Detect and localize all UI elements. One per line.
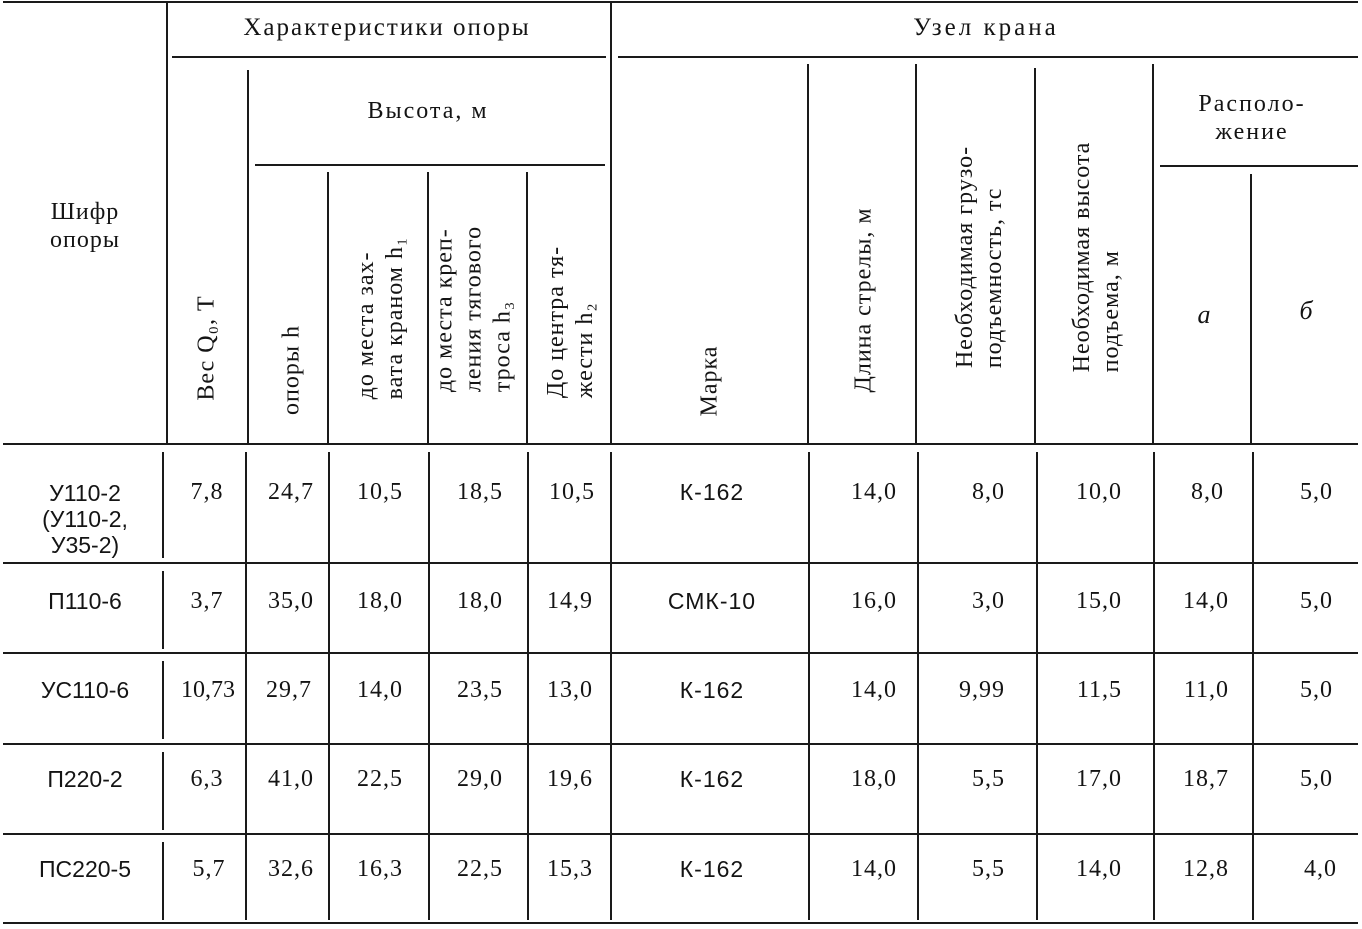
vrule: [1153, 452, 1155, 920]
vrule: [247, 70, 249, 443]
cell-a: 14,0: [1183, 588, 1229, 614]
header-lift: Необходимая высота подъема, м: [1069, 141, 1124, 373]
cell-capacity: 5,5: [972, 766, 1005, 792]
cell-h3: 22,5: [457, 856, 503, 882]
vrule: [162, 661, 164, 739]
vrule: [1252, 452, 1254, 920]
cell-h2: 10,5: [549, 479, 595, 505]
cell-capacity: 9,99: [959, 677, 1005, 703]
cell-lift: 10,0: [1076, 479, 1122, 505]
header-h: опоры h: [278, 325, 305, 415]
cell-lift: 15,0: [1076, 588, 1122, 614]
cell-h2: 13,0: [547, 677, 593, 703]
header-h1: до места зах- вата краном h₁: [353, 236, 408, 400]
cell-brand: СМК-10: [667, 588, 757, 614]
header-height-group: Высота, м: [367, 98, 489, 124]
cell-code: П110-6: [48, 588, 122, 614]
group-header-support: Характеристики опоры: [243, 14, 531, 41]
cell-brand: К-162: [679, 479, 745, 505]
header-placement: Располо- жение: [1198, 91, 1306, 145]
cell-h1: 10,5: [357, 479, 403, 505]
vrule: [428, 452, 430, 920]
cell-brand: К-162: [679, 856, 745, 882]
vrule: [610, 452, 612, 920]
cell-a: 11,0: [1183, 677, 1229, 703]
cell-weight: 10,73: [181, 677, 235, 703]
header-h2: До центра тя- жести h₂: [543, 245, 598, 399]
header-h3: до места креп- ления тягового троса h₃: [431, 225, 516, 393]
cell-h3: 23,5: [457, 677, 503, 703]
cell-a: 12,8: [1183, 856, 1229, 882]
vrule: [327, 172, 329, 443]
rule-bottom: [3, 922, 1358, 924]
cell-b: 5,0: [1300, 479, 1333, 505]
cell-boom: 14,0: [851, 856, 897, 882]
vrule: [162, 452, 164, 558]
cell-h: 32,6: [268, 856, 314, 882]
cell-a: 8,0: [1191, 479, 1224, 505]
header-brand: Марка: [696, 345, 723, 417]
vrule: [1034, 68, 1036, 443]
cell-capacity: 8,0: [972, 479, 1005, 505]
vrule: [527, 452, 529, 920]
cell-b: 5,0: [1300, 677, 1333, 703]
vrule: [1152, 64, 1154, 443]
cell-h3: 18,0: [457, 588, 503, 614]
vrule: [610, 3, 612, 443]
cell-h1: 18,0: [357, 588, 403, 614]
vrule: [807, 64, 809, 443]
vrule: [1250, 174, 1252, 443]
rule-top: [3, 1, 1358, 3]
rule-crane-subheader: [618, 56, 1358, 58]
cell-h2: 15,3: [547, 856, 593, 882]
cell-lift: 11,5: [1076, 677, 1122, 703]
vrule: [1036, 452, 1038, 920]
cell-h3: 18,5: [457, 479, 503, 505]
vrule: [162, 571, 164, 649]
cell-code: П220-2: [47, 766, 123, 792]
cell-b: 4,0: [1304, 856, 1337, 882]
cell-weight: 7,8: [190, 479, 224, 505]
cell-boom: 14,0: [851, 677, 897, 703]
cell-h1: 22,5: [357, 766, 403, 792]
vrule: [162, 842, 164, 920]
cell-capacity: 5,5: [972, 856, 1005, 882]
cell-h2: 14,9: [547, 588, 593, 614]
cell-a: 18,7: [1183, 766, 1229, 792]
header-b: б: [1299, 296, 1313, 325]
rule-placement-subheader: [1160, 165, 1358, 167]
cell-weight: 3,7: [190, 588, 224, 614]
header-weight: Вес Q₀, Т: [193, 295, 220, 401]
rule-height-subheader: [255, 164, 605, 166]
vrule: [808, 452, 810, 920]
cell-boom: 18,0: [851, 766, 897, 792]
vrule: [328, 452, 330, 920]
cell-b: 5,0: [1300, 588, 1333, 614]
vrule: [162, 752, 164, 830]
header-boom: Длина стрелы, м: [850, 207, 877, 393]
cell-code: УС110-6: [40, 677, 130, 703]
vrule: [427, 172, 429, 443]
cell-boom: 16,0: [851, 588, 897, 614]
cell-lift: 14,0: [1076, 856, 1122, 882]
cell-brand: К-162: [679, 677, 745, 703]
cell-weight: 5,7: [192, 856, 226, 882]
cell-h: 29,7: [266, 677, 312, 703]
rule-support-subheader: [172, 56, 606, 58]
cell-h3: 29,0: [457, 766, 503, 792]
header-cipher: Шифр опоры: [50, 199, 120, 253]
cell-capacity: 3,0: [972, 588, 1005, 614]
cell-b: 5,0: [1300, 766, 1333, 792]
vrule: [915, 64, 917, 443]
group-header-crane: Узел крана: [913, 14, 1059, 41]
header-capacity: Необходимая грузо- подъемность, тс: [952, 145, 1007, 369]
cell-h: 24,7: [268, 479, 314, 505]
cell-weight: 6,3: [190, 766, 224, 792]
cell-brand: К-162: [679, 766, 745, 792]
vrule: [917, 452, 919, 920]
header-a: a: [1197, 300, 1211, 329]
cell-h: 35,0: [268, 588, 314, 614]
rule-header-bottom: [3, 443, 1358, 445]
vrule: [245, 452, 247, 920]
cell-code: У110-2 (У110-2, У35-2): [42, 480, 128, 558]
vrule: [526, 172, 528, 443]
cell-boom: 14,0: [851, 479, 897, 505]
cell-lift: 17,0: [1076, 766, 1122, 792]
cell-h2: 19,6: [547, 766, 593, 792]
cell-h: 41,0: [268, 766, 314, 792]
cell-code: ПС220-5: [39, 856, 131, 882]
vrule: [166, 3, 168, 443]
cell-h1: 16,3: [357, 856, 403, 882]
cell-h1: 14,0: [357, 677, 403, 703]
